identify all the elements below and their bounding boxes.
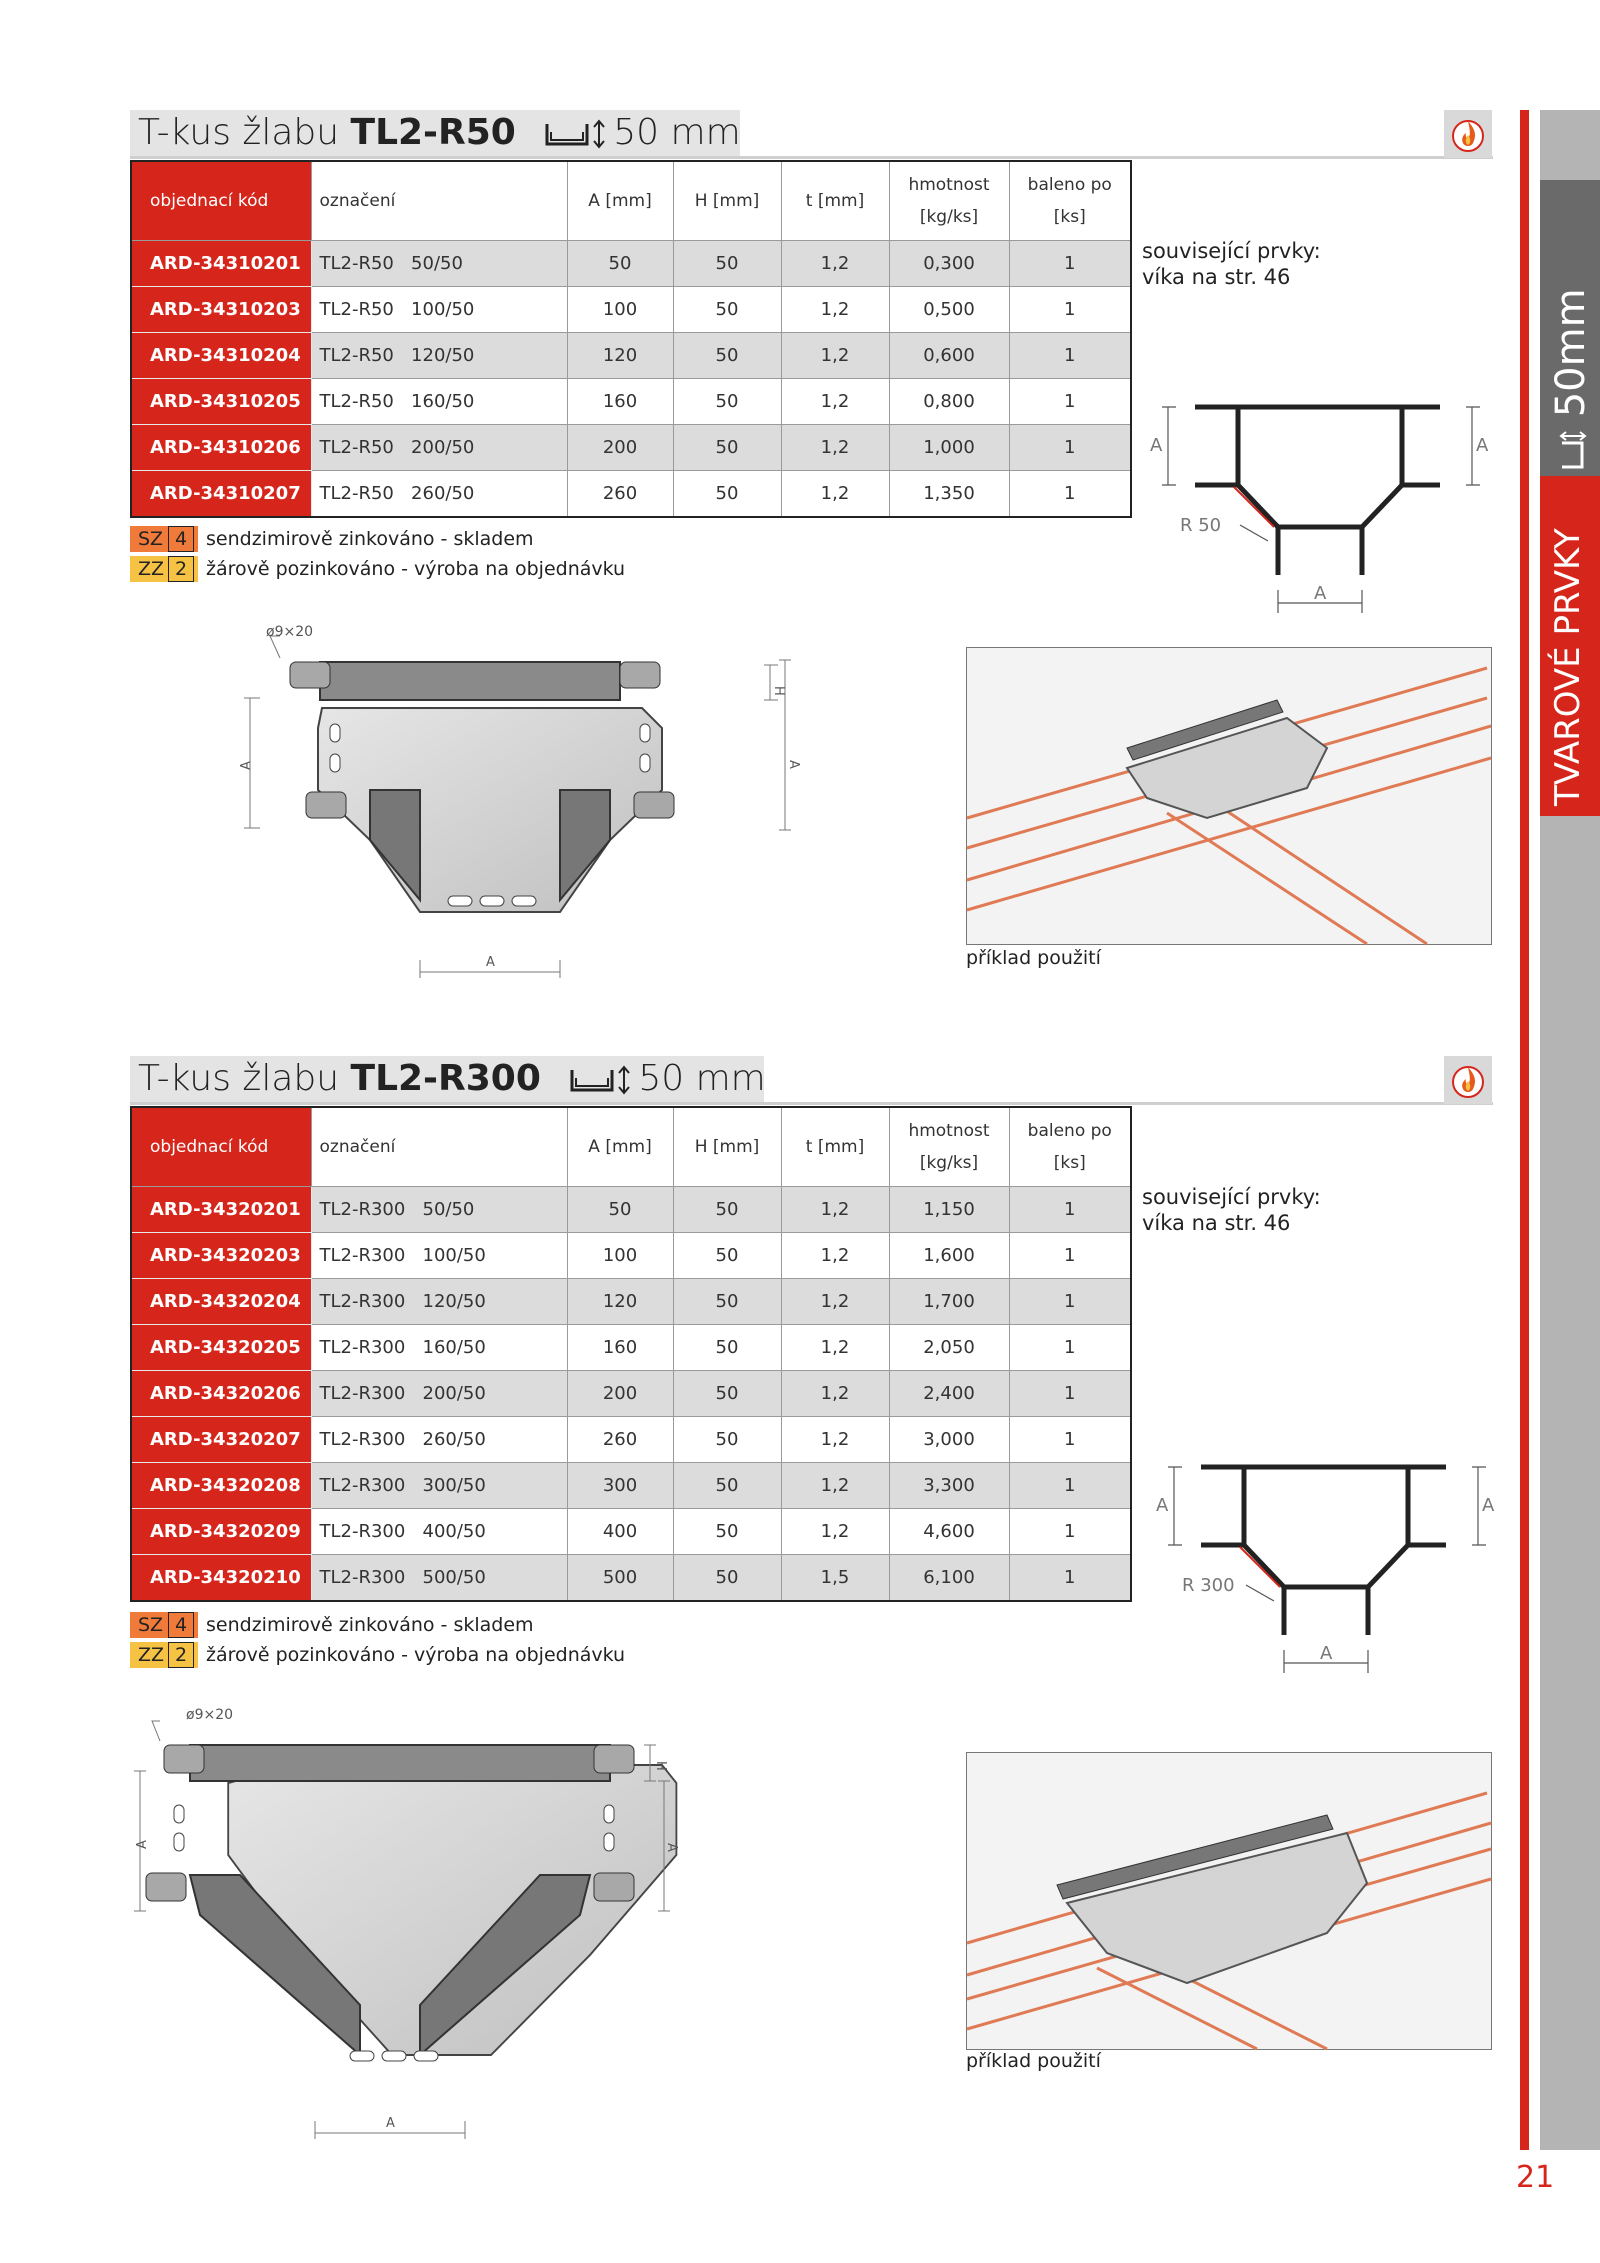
hole-size-label: ø9×20: [186, 1707, 234, 1723]
col-header-weight: hmotnost [kg/ks]: [889, 161, 1009, 241]
technical-drawing: [135, 1705, 780, 2155]
channel-height-icon: [568, 1062, 638, 1098]
thickness-cell: 1,5: [781, 1555, 889, 1602]
drawing-label-a-bottom: A: [386, 2116, 395, 2131]
dim-a-cell: 100: [567, 287, 673, 333]
dim-a-cell: 160: [567, 1325, 673, 1371]
table-row: [131, 1233, 1131, 1279]
dim-a-cell: 100: [567, 1233, 673, 1279]
legend-tag: SZ: [130, 526, 198, 552]
legend-tag: SZ: [130, 1612, 198, 1638]
designation-cell: TL2-R300 120/50: [311, 1279, 567, 1325]
weight-cell: 1,350: [889, 471, 1009, 518]
pack-qty-cell: 1: [1009, 471, 1131, 518]
dim-a-cell: 50: [567, 1187, 673, 1233]
col-header-a: A [mm]: [567, 1107, 673, 1187]
usage-example-illustration: [967, 1753, 1491, 2049]
dim-label-a-left: A: [1156, 1495, 1169, 1516]
title-prefix: T-kus žlabu: [138, 1058, 351, 1099]
title-model: TL2-R50: [350, 112, 516, 153]
related-title: související prvky:: [1142, 239, 1321, 263]
channel-icon: [1558, 430, 1588, 470]
col-header-label: označení: [311, 161, 567, 241]
pack-qty-cell: 1: [1009, 287, 1131, 333]
dim-a-cell: 120: [567, 1279, 673, 1325]
thickness-cell: 1,2: [781, 1325, 889, 1371]
finish-legend: [130, 1610, 625, 1670]
legend-text: žárově pozinkováno - výroba na objednávku: [206, 558, 626, 580]
pack-qty-cell: 1: [1009, 1371, 1131, 1417]
fire-resistance-badge: [1444, 1056, 1492, 1104]
table-header-row: [131, 161, 1131, 241]
col-header-a: A [mm]: [567, 161, 673, 241]
pack-qty-cell: 1: [1009, 241, 1131, 287]
dim-h-cell: 50: [673, 1555, 781, 1602]
table-row: [131, 379, 1131, 425]
dim-h-cell: 50: [673, 1187, 781, 1233]
dim-h-cell: 50: [673, 379, 781, 425]
flame-icon: [1451, 1061, 1485, 1099]
table-row: [131, 425, 1131, 471]
thickness-cell: 1,2: [781, 379, 889, 425]
order-code-cell: ARD-34320208: [131, 1463, 311, 1509]
col-header-weight: hmotnost [kg/ks]: [889, 1107, 1009, 1187]
related-link[interactable]: víka na str. 46: [1142, 265, 1291, 289]
table-row: [131, 1555, 1131, 1602]
weight-cell: 3,300: [889, 1463, 1009, 1509]
designation-cell: TL2-R50 120/50: [311, 333, 567, 379]
col-header-h: H [mm]: [673, 161, 781, 241]
col-header-pack: baleno po [ks]: [1009, 161, 1131, 241]
designation-cell: TL2-R300 300/50: [311, 1463, 567, 1509]
designation-cell: TL2-R50 260/50: [311, 471, 567, 518]
order-code-cell: ARD-34310205: [131, 379, 311, 425]
weight-cell: 3,000: [889, 1417, 1009, 1463]
order-code-cell: ARD-34320203: [131, 1233, 311, 1279]
weight-cell: 0,600: [889, 333, 1009, 379]
title-underline: [130, 156, 1493, 159]
dim-label-a-bottom: A: [1320, 1643, 1333, 1664]
legend-item-zz: [130, 554, 625, 584]
col-header-code: objednací kód: [131, 161, 311, 241]
designation-cell: TL2-R50 50/50: [311, 241, 567, 287]
spec-table: [130, 1106, 1132, 1602]
table-row: [131, 1325, 1131, 1371]
pack-qty-cell: 1: [1009, 1187, 1131, 1233]
dim-h-cell: 50: [673, 241, 781, 287]
legend-stock-count: 2: [168, 1642, 194, 1668]
dim-label-radius: R 300: [1182, 1575, 1235, 1596]
title-prefix: T-kus žlabu: [138, 112, 351, 153]
table-row: [131, 1279, 1131, 1325]
dim-label-a-right: A: [1482, 1495, 1495, 1516]
table-row: [131, 333, 1131, 379]
weight-cell: 4,600: [889, 1509, 1009, 1555]
drawing-label-a-right: A: [664, 1843, 679, 1852]
thickness-cell: 1,2: [781, 241, 889, 287]
weight-cell: 1,700: [889, 1279, 1009, 1325]
designation-cell: TL2-R300 50/50: [311, 1187, 567, 1233]
dim-a-cell: 120: [567, 333, 673, 379]
designation-cell: TL2-R300 260/50: [311, 1417, 567, 1463]
dim-label-a-bottom: A: [1314, 583, 1327, 604]
dim-a-cell: 50: [567, 241, 673, 287]
order-code-cell: ARD-34310201: [131, 241, 311, 287]
order-code-cell: ARD-34320206: [131, 1371, 311, 1417]
legend-item-sz: [130, 524, 625, 554]
legend-stock-count: 4: [168, 526, 194, 552]
col-header-h: H [mm]: [673, 1107, 781, 1187]
order-code-cell: ARD-34320205: [131, 1325, 311, 1371]
order-code-cell: ARD-34320210: [131, 1555, 311, 1602]
weight-cell: 1,000: [889, 425, 1009, 471]
table-header-row: [131, 1107, 1131, 1187]
weight-cell: 1,600: [889, 1233, 1009, 1279]
dim-h-cell: 50: [673, 1463, 781, 1509]
sidebar-category-tab[interactable]: [1540, 476, 1600, 816]
pack-qty-cell: 1: [1009, 1233, 1131, 1279]
order-code-cell: ARD-34320201: [131, 1187, 311, 1233]
usage-caption: příklad použití: [966, 947, 1101, 969]
related-items: [1142, 236, 1321, 292]
order-code-cell: ARD-34310207: [131, 471, 311, 518]
table-row: [131, 241, 1131, 287]
order-code-cell: ARD-34310203: [131, 287, 311, 333]
dim-a-cell: 200: [567, 425, 673, 471]
designation-cell: TL2-R300 160/50: [311, 1325, 567, 1371]
dim-a-cell: 500: [567, 1555, 673, 1602]
dim-h-cell: 50: [673, 1325, 781, 1371]
thickness-cell: 1,2: [781, 1279, 889, 1325]
dim-h-cell: 50: [673, 1371, 781, 1417]
drawing-label-a-right: A: [786, 760, 801, 769]
flame-icon: [1451, 115, 1485, 153]
table-row: [131, 1509, 1131, 1555]
dim-a-cell: 400: [567, 1509, 673, 1555]
dimension-schematic: [1140, 395, 1500, 625]
weight-cell: 0,300: [889, 241, 1009, 287]
dim-h-cell: 50: [673, 287, 781, 333]
dim-a-cell: 200: [567, 1371, 673, 1417]
thickness-cell: 1,2: [781, 287, 889, 333]
drawing-label-h: H: [653, 1761, 668, 1771]
thickness-cell: 1,2: [781, 1463, 889, 1509]
thickness-cell: 1,2: [781, 425, 889, 471]
usage-example-illustration: [967, 648, 1491, 944]
pack-qty-cell: 1: [1009, 1555, 1131, 1602]
pack-qty-cell: 1: [1009, 333, 1131, 379]
legend-text: žárově pozinkováno - výroba na objednávku: [206, 1644, 626, 1666]
thickness-cell: 1,2: [781, 471, 889, 518]
col-header-t: t [mm]: [781, 161, 889, 241]
title-underline: [130, 1102, 1493, 1105]
side-red-line: [1520, 110, 1529, 2150]
thickness-cell: 1,2: [781, 1371, 889, 1417]
col-header-pack: baleno po [ks]: [1009, 1107, 1131, 1187]
page-number: 21: [1516, 2160, 1555, 2195]
dim-h-cell: 50: [673, 1233, 781, 1279]
pack-qty-cell: 1: [1009, 379, 1131, 425]
designation-cell: TL2-R50 160/50: [311, 379, 567, 425]
dimension-schematic: [1146, 1455, 1506, 1685]
thickness-cell: 1,2: [781, 1417, 889, 1463]
col-header-t: t [mm]: [781, 1107, 889, 1187]
legend-item-sz: [130, 1610, 625, 1640]
pack-qty-cell: 1: [1009, 1509, 1131, 1555]
weight-cell: 0,500: [889, 287, 1009, 333]
order-code-cell: ARD-34310204: [131, 333, 311, 379]
related-link[interactable]: víka na str. 46: [1142, 1211, 1291, 1235]
drawing-label-h: H: [771, 686, 786, 696]
thickness-cell: 1,2: [781, 1509, 889, 1555]
channel-height-icon: [543, 116, 613, 152]
table-row: [131, 1371, 1131, 1417]
dim-h-cell: 50: [673, 1417, 781, 1463]
thickness-cell: 1,2: [781, 1233, 889, 1279]
related-items: [1142, 1182, 1321, 1238]
table-row: [131, 287, 1131, 333]
usage-example-photo: [966, 1752, 1492, 2050]
usage-caption: příklad použití: [966, 2050, 1101, 2072]
finish-legend: [130, 524, 625, 584]
designation-cell: TL2-R300 100/50: [311, 1233, 567, 1279]
legend-stock-count: 2: [168, 556, 194, 582]
designation-cell: TL2-R300 200/50: [311, 1371, 567, 1417]
col-header-label: označení: [311, 1107, 567, 1187]
designation-cell: TL2-R300 400/50: [311, 1509, 567, 1555]
order-code-cell: ARD-34320204: [131, 1279, 311, 1325]
thickness-cell: 1,2: [781, 1187, 889, 1233]
legend-tag: ZZ: [130, 556, 198, 582]
usage-example-photo: [966, 647, 1492, 945]
weight-cell: 2,400: [889, 1371, 1009, 1417]
table-row: [131, 1187, 1131, 1233]
drawing-label-a-left: A: [135, 1840, 150, 1849]
dim-a-cell: 260: [567, 1417, 673, 1463]
col-header-code: objednací kód: [131, 1107, 311, 1187]
legend-text: sendzimirově zinkováno - skladem: [206, 1614, 534, 1636]
technical-drawing: [230, 620, 810, 980]
dim-label-a-right: A: [1476, 435, 1489, 456]
sidebar-size-tab[interactable]: [1540, 180, 1600, 476]
weight-cell: 2,050: [889, 1325, 1009, 1371]
hole-size-label: ø9×20: [266, 624, 314, 640]
designation-cell: TL2-R50 100/50: [311, 287, 567, 333]
weight-cell: 0,800: [889, 379, 1009, 425]
title-model: TL2-R300: [350, 1058, 541, 1099]
weight-cell: 6,100: [889, 1555, 1009, 1602]
dim-h-cell: 50: [673, 425, 781, 471]
pack-qty-cell: 1: [1009, 1279, 1131, 1325]
related-title: související prvky:: [1142, 1185, 1321, 1209]
table-row: [131, 1417, 1131, 1463]
legend-text: sendzimirově zinkováno - skladem: [206, 528, 534, 550]
spec-table: [130, 160, 1132, 518]
order-code-cell: ARD-34320209: [131, 1509, 311, 1555]
sidebar-size-label: 50mm: [1548, 288, 1594, 470]
pack-qty-cell: 1: [1009, 1463, 1131, 1509]
legend-tag: ZZ: [130, 1642, 198, 1668]
pack-qty-cell: 1: [1009, 1417, 1131, 1463]
dim-h-cell: 50: [673, 471, 781, 518]
order-code-cell: ARD-34320207: [131, 1417, 311, 1463]
drawing-label-a-bottom: A: [486, 955, 495, 970]
legend-stock-count: 4: [168, 1612, 194, 1638]
pack-qty-cell: 1: [1009, 425, 1131, 471]
dim-h-cell: 50: [673, 1509, 781, 1555]
dim-a-cell: 260: [567, 471, 673, 518]
title-height: 50 mm: [638, 1058, 766, 1099]
designation-cell: TL2-R300 500/50: [311, 1555, 567, 1602]
table-row: [131, 1463, 1131, 1509]
weight-cell: 1,150: [889, 1187, 1009, 1233]
title-height: 50 mm: [613, 112, 741, 153]
pack-qty-cell: 1: [1009, 1325, 1131, 1371]
thickness-cell: 1,2: [781, 333, 889, 379]
section-title: [130, 1056, 764, 1102]
drawing-label-a-left: A: [239, 761, 254, 770]
section-title: [130, 110, 740, 156]
designation-cell: TL2-R50 200/50: [311, 425, 567, 471]
dim-a-cell: 300: [567, 1463, 673, 1509]
fire-resistance-badge: [1444, 110, 1492, 158]
sidebar-category-label: TVAROVÉ PRVKY: [1548, 528, 1588, 806]
dim-label-a-left: A: [1150, 435, 1163, 456]
dim-h-cell: 50: [673, 1279, 781, 1325]
legend-item-zz: [130, 1640, 625, 1670]
dim-h-cell: 50: [673, 333, 781, 379]
dim-a-cell: 160: [567, 379, 673, 425]
order-code-cell: ARD-34310206: [131, 425, 311, 471]
dim-label-radius: R 50: [1180, 515, 1222, 536]
table-row: [131, 471, 1131, 518]
